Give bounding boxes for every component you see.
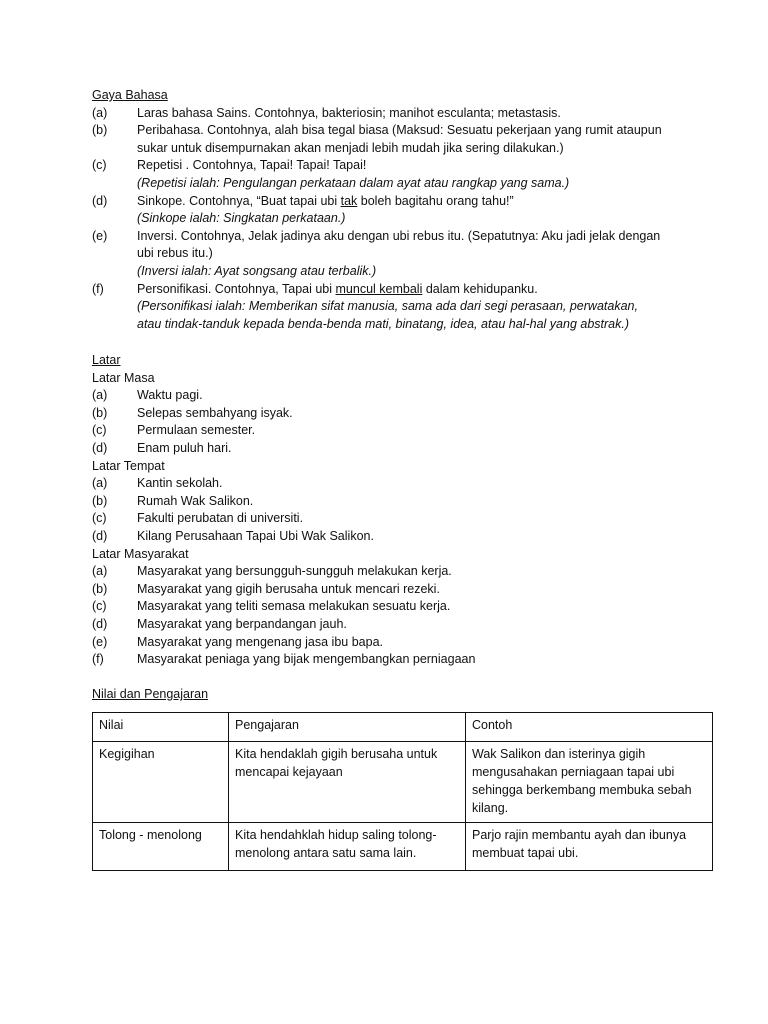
item-label: (c) <box>92 158 107 173</box>
item-text: Permulaan semester. <box>137 423 256 438</box>
item-text: Masyarakat yang teliti semasa melakukan sesuatu kerja. <box>137 599 451 614</box>
latar-heading: Latar <box>92 353 121 367</box>
table-row <box>93 823 713 871</box>
list-item <box>92 493 712 511</box>
item-label: (d) <box>92 193 108 208</box>
item-text: Masyarakat yang mengenang jasa ibu bapa. <box>137 634 383 649</box>
column-header-contoh: Contoh <box>466 713 713 742</box>
list-item <box>92 528 712 546</box>
item-note: (Personifikasi ialah: Memberikan sifat manusia, sama ada dari segi perasaan, perwatakan, <box>137 299 638 314</box>
item-text: Inversi. Contohnya, Jelak jadinya aku dengan ubi rebus itu. (Sepatutnya: Aku jadi jelak dengan <box>137 228 661 243</box>
table-header-row <box>93 713 713 742</box>
table-cell-pengajaran <box>229 823 466 871</box>
gaya-bahasa-heading: Gaya Bahasa <box>92 88 168 102</box>
column-header-nilai: Nilai <box>93 713 229 742</box>
item-text: sukar untuk disempurnakan akan menjadi lebih mudah jika sering dilakukan.) <box>137 140 564 155</box>
cell-line: sehingga berkembang membuka sebah <box>472 783 692 797</box>
item-note: (Inversi ialah: Ayat songsang atau terbalik.) <box>137 263 377 278</box>
table-cell-nilai <box>93 742 229 823</box>
item-text-pre: Sinkope. Contohnya, “Buat tapai ubi <box>137 193 341 208</box>
item-label: (a) <box>92 388 108 403</box>
item-text <box>137 281 712 299</box>
gaya-item-e <box>92 228 712 281</box>
table-row <box>93 742 713 823</box>
gaya-item-f <box>92 281 712 334</box>
item-label: (b) <box>92 405 108 420</box>
cell-text: Tolong - menolong <box>99 828 202 842</box>
list-item <box>92 422 712 440</box>
item-text: Enam puluh hari. <box>137 440 232 455</box>
item-label: (f) <box>92 281 104 296</box>
item-text-pre: Personifikasi. Contohnya, Tapai ubi <box>137 281 336 296</box>
item-label: (b) <box>92 123 108 138</box>
cell-line: Wak Salikon dan isterinya gigih <box>472 747 646 761</box>
item-text: Selepas sembahyang isyak. <box>137 405 293 420</box>
item-label: (d) <box>92 440 108 455</box>
item-note: (Sinkope ialah: Singkatan perkataan.) <box>137 211 346 226</box>
gaya-item-c <box>92 157 712 192</box>
item-text: Peribahasa. Contohnya, alah bisa tegal biasa (Maksud: Sesuatu pekerjaan yang rumit ataupun <box>137 123 662 138</box>
list-item <box>92 563 712 581</box>
latar-masyarakat-title: Latar Masyarakat <box>92 546 189 561</box>
item-label: (a) <box>92 476 108 491</box>
list-item <box>92 651 712 669</box>
nilai-section <box>92 686 712 704</box>
underlined-phrase: muncul kembali <box>335 281 423 296</box>
cell-line: mengusahakan perniagaan tapai ubi <box>472 765 675 779</box>
item-text: Kilang Perusahaan Tapai Ubi Wak Salikon. <box>137 528 374 543</box>
item-text: Masyarakat yang gigih berusaha untuk mencari rezeki. <box>137 581 440 596</box>
list-item <box>92 510 712 528</box>
item-label: (b) <box>92 581 108 596</box>
latar-section <box>92 352 712 669</box>
list-item <box>92 387 712 405</box>
list-item <box>92 634 712 652</box>
item-label: (b) <box>92 493 108 508</box>
table-cell-contoh <box>466 742 713 823</box>
nilai-heading: Nilai dan Pengajaran <box>92 687 209 701</box>
cell-line: mencapai kejayaan <box>235 765 343 779</box>
item-label: (a) <box>92 564 108 579</box>
item-text: Masyarakat yang berpandangan jauh. <box>137 616 347 631</box>
item-text: Laras bahasa Sains. Contohnya, bakteriosin; manihot esculanta; metastasis. <box>137 105 561 120</box>
item-label: (d) <box>92 528 108 543</box>
list-item <box>92 440 712 458</box>
item-label: (c) <box>92 511 107 526</box>
item-label: (f) <box>92 652 104 667</box>
item-text-post: boleh bagitahu orang tahu!” <box>357 193 514 208</box>
cell-line: menolong antara satu sama lain. <box>235 846 417 860</box>
list-item <box>92 616 712 634</box>
item-note: atau tindak-tanduk kepada benda-benda mati, binatang, idea, atau hal-hal yang abstrak.) <box>137 316 630 331</box>
latar-tempat-title: Latar Tempat <box>92 458 165 473</box>
cell-line: Parjo rajin membantu ayah dan ibunya <box>472 828 687 842</box>
item-text: Masyarakat yang bersungguh-sungguh melakukan kerja. <box>137 564 452 579</box>
item-label: (e) <box>92 228 108 243</box>
cell-line: Kita hendahklah hidup saling tolong- <box>235 828 437 842</box>
item-label: (e) <box>92 634 108 649</box>
item-text: Waktu pagi. <box>137 388 203 403</box>
cell-text: Kegigihan <box>99 747 155 761</box>
cell-line: kilang. <box>472 801 509 815</box>
item-text: Fakulti perubatan di universiti. <box>137 511 304 526</box>
item-text: ubi rebus itu.) <box>137 246 213 261</box>
table-cell-nilai <box>93 823 229 871</box>
item-text <box>137 193 712 211</box>
table-cell-contoh <box>466 823 713 871</box>
gaya-bahasa-section <box>92 87 712 333</box>
table-cell-pengajaran <box>229 742 466 823</box>
item-label: (a) <box>92 105 108 120</box>
list-item <box>92 598 712 616</box>
list-item <box>92 581 712 599</box>
item-text: Masyarakat peniaga yang bijak mengembangkan perniagaan <box>137 652 476 667</box>
nilai-table <box>92 712 713 871</box>
item-label: (c) <box>92 423 107 438</box>
item-label: (c) <box>92 599 107 614</box>
item-text: Repetisi . Contohnya, Tapai! Tapai! Tapai! <box>137 158 367 173</box>
item-note: (Repetisi ialah: Pengulangan perkataan dalam ayat atau rangkap yang sama.) <box>137 175 570 190</box>
gaya-item-d <box>92 193 712 228</box>
latar-masa-title: Latar Masa <box>92 370 155 385</box>
item-text: Kantin sekolah. <box>137 476 223 491</box>
item-text-post: dalam kehidupanku. <box>422 281 538 296</box>
gaya-item-a <box>92 105 712 123</box>
underlined-word: tak <box>340 193 358 208</box>
gaya-item-b <box>92 122 712 157</box>
item-text: Rumah Wak Salikon. <box>137 493 254 508</box>
column-header-pengajaran: Pengajaran <box>229 713 466 742</box>
cell-line: Kita hendaklah gigih berusaha untuk <box>235 747 438 761</box>
list-item <box>92 405 712 423</box>
list-item <box>92 475 712 493</box>
item-label: (d) <box>92 616 108 631</box>
cell-line: membuat tapai ubi. <box>472 846 579 860</box>
